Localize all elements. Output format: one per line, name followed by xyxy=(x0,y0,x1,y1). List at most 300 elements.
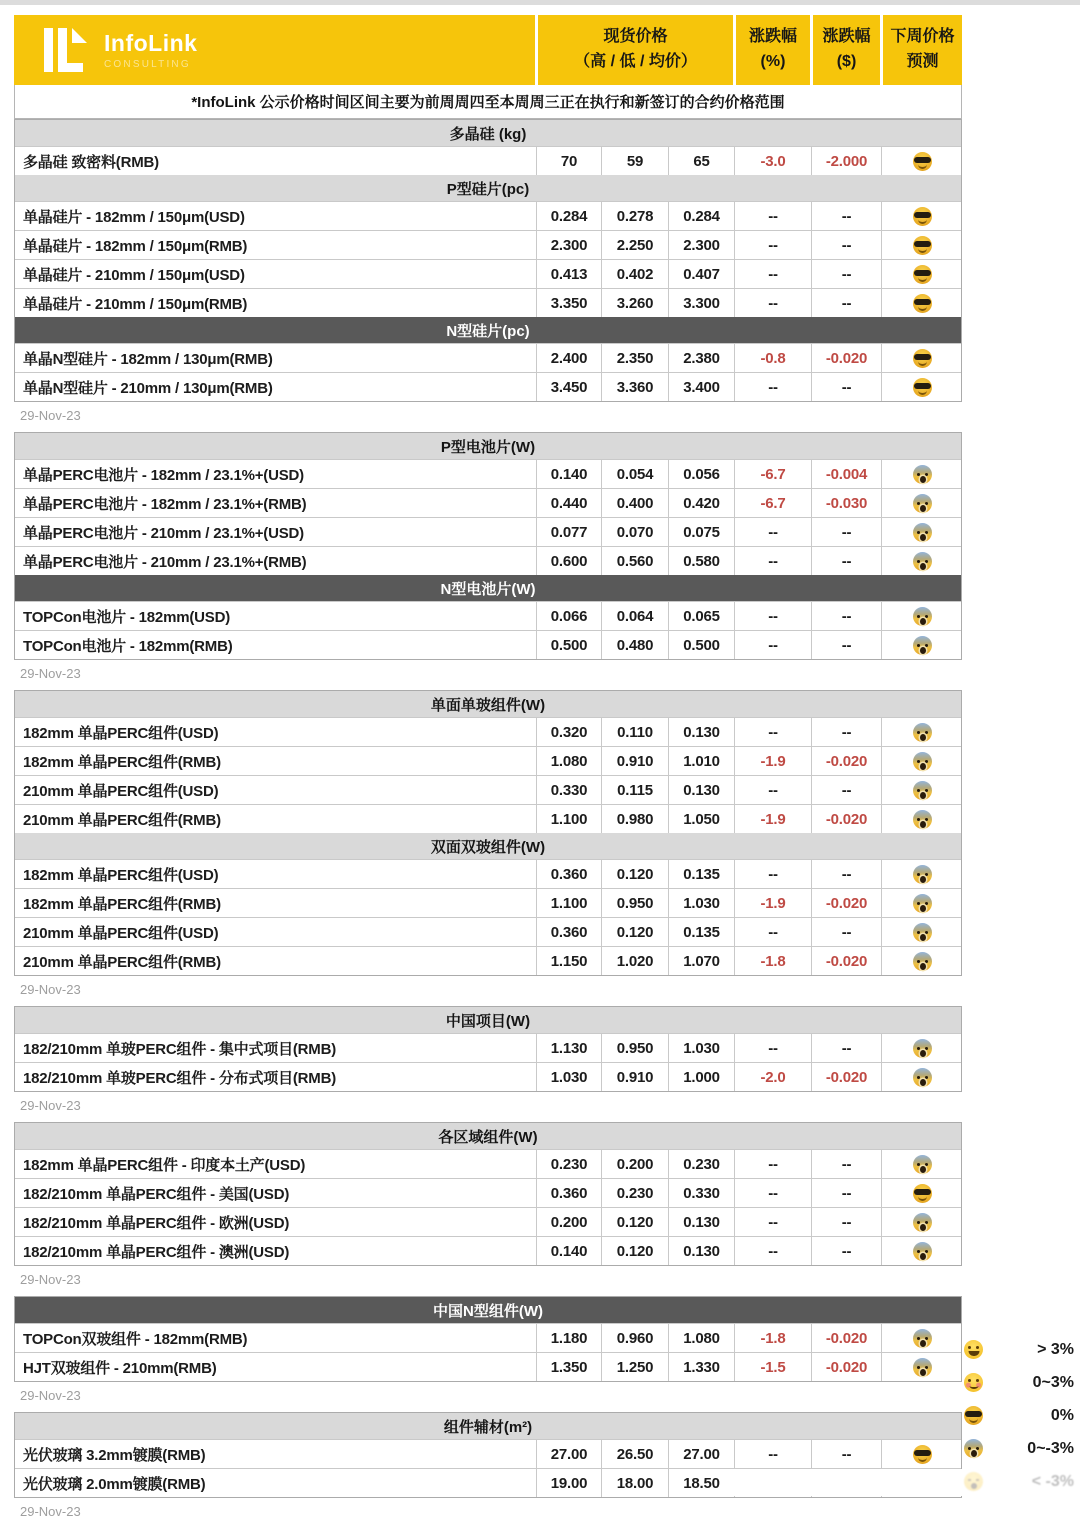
avg-price-cell: 3.300 xyxy=(668,289,734,317)
forecast-cell xyxy=(881,1063,963,1091)
sunglasses-face-icon xyxy=(913,294,932,313)
forecast-cell xyxy=(881,1150,963,1178)
legend-item xyxy=(964,1465,1074,1498)
row-label: TOPCon电池片 - 182mm(RMB) xyxy=(23,637,233,655)
section-header xyxy=(15,1007,961,1033)
change-pct-cell: -2.0 xyxy=(734,1063,811,1091)
row-label: 单晶硅片 - 210mm / 150μm(USD) xyxy=(23,266,245,284)
forecast-cell xyxy=(881,289,963,317)
high-price-cell: 0.066 xyxy=(536,602,601,630)
row-label: 182mm 单晶PERC组件(USD) xyxy=(23,866,219,884)
row-label: 182/210mm 单玻PERC组件 - 分布式项目(RMB) xyxy=(23,1069,337,1087)
avg-price-cell: 0.130 xyxy=(668,1237,734,1265)
change-usd-cell: -0.004 xyxy=(811,460,881,488)
section-header xyxy=(15,1297,961,1323)
table-row xyxy=(15,1439,961,1468)
high-price-cell: 0.140 xyxy=(536,1237,601,1265)
low-price-cell: 0.120 xyxy=(601,1237,668,1265)
section-title: 各区域组件(W) xyxy=(438,1128,538,1146)
avg-price-cell: 0.284 xyxy=(668,202,734,230)
high-price-cell: 0.500 xyxy=(536,631,601,659)
change-usd-cell: -- xyxy=(811,602,881,630)
row-label: 210mm 单晶PERC组件(USD) xyxy=(23,782,219,800)
scream-face-icon xyxy=(913,781,932,800)
section-header xyxy=(15,1123,961,1149)
sunglasses-face-icon xyxy=(913,152,932,171)
logo-letter-l xyxy=(58,28,67,72)
table-row xyxy=(15,288,961,317)
forecast-cell xyxy=(881,489,963,517)
avg-price-cell: 0.056 xyxy=(668,460,734,488)
scream-face-icon xyxy=(913,1358,932,1377)
change-usd-cell: -0.020 xyxy=(811,344,881,372)
scream-face-icon xyxy=(913,494,932,513)
change-usd-cell: -0.030 xyxy=(811,489,881,517)
section-title: 单面单玻组件(W) xyxy=(430,696,546,714)
sunglasses-face-icon xyxy=(913,1445,932,1464)
avg-price-cell: 65 xyxy=(668,147,734,175)
change-pct-cell: -1.9 xyxy=(734,747,811,775)
avg-price-cell: 0.500 xyxy=(668,631,734,659)
scream-face-icon xyxy=(913,1068,932,1087)
row-label: 182/210mm 单晶PERC组件 - 欧洲(USD) xyxy=(23,1214,290,1232)
logo-letter-i xyxy=(44,28,53,72)
sunglasses-face-icon xyxy=(913,265,932,284)
change-pct-cell: -- xyxy=(734,1034,811,1062)
change-pct-cell: -3.0 xyxy=(734,147,811,175)
change-pct-cell: -1.8 xyxy=(734,1324,811,1352)
section-header xyxy=(15,833,961,859)
avg-price-cell: 1.030 xyxy=(668,889,734,917)
low-price-cell: 18.00 xyxy=(601,1469,668,1497)
scream-face-icon xyxy=(913,865,932,884)
avg-price-cell: 1.000 xyxy=(668,1063,734,1091)
price-table-block xyxy=(14,690,962,976)
change-usd-cell: -0.020 xyxy=(811,1353,881,1381)
section-title: N型电池片(W) xyxy=(440,580,536,598)
forecast-cell xyxy=(881,1179,963,1207)
forecast-cell xyxy=(881,1237,963,1265)
low-price-cell: 0.402 xyxy=(601,260,668,288)
low-price-cell: 0.120 xyxy=(601,860,668,888)
low-price-cell: 0.120 xyxy=(601,1208,668,1236)
row-label: TOPCon电池片 - 182mm(USD) xyxy=(23,608,231,626)
table-row xyxy=(15,917,961,946)
price-table-block xyxy=(14,432,962,660)
change-usd-cell: -0.020 xyxy=(811,947,881,975)
change-usd-cell: -- xyxy=(811,1179,881,1207)
legend-label: 0% xyxy=(1050,1406,1074,1424)
section-header xyxy=(15,433,961,459)
forecast-cell xyxy=(881,1353,963,1381)
low-price-cell: 59 xyxy=(601,147,668,175)
forecast-cell xyxy=(881,602,963,630)
table-row xyxy=(15,343,961,372)
table-row xyxy=(15,804,961,833)
table-row xyxy=(15,1352,961,1381)
change-usd-cell: -- xyxy=(811,860,881,888)
low-price-cell: 0.230 xyxy=(601,1179,668,1207)
change-pct-cell: -1.9 xyxy=(734,805,811,833)
date-label: 29-Nov-23 xyxy=(20,1388,81,1403)
row-label: 光伏玻璃 2.0mm镀膜(RMB) xyxy=(23,1475,206,1493)
high-price-cell: 27.00 xyxy=(536,1440,601,1468)
change-usd-line2: ($) xyxy=(836,53,857,70)
row-label: 182mm 单晶PERC组件 - 印度本土产(USD) xyxy=(23,1156,306,1174)
change-usd-cell: -- xyxy=(811,1440,881,1468)
change-pct-cell: -6.7 xyxy=(734,489,811,517)
table-row xyxy=(15,946,961,975)
sunglasses-face-icon xyxy=(913,1184,932,1203)
scream-face-icon xyxy=(913,723,932,742)
section-header xyxy=(15,175,961,201)
smile-face-icon xyxy=(964,1373,983,1392)
avg-price-cell: 2.300 xyxy=(668,231,734,259)
high-price-cell: 1.080 xyxy=(536,747,601,775)
low-price-cell: 0.054 xyxy=(601,460,668,488)
avg-price-cell: 1.050 xyxy=(668,805,734,833)
logo-text xyxy=(104,30,197,70)
price-table-block xyxy=(14,1296,962,1382)
scream-face-icon xyxy=(913,607,932,626)
high-price-cell: 1.180 xyxy=(536,1324,601,1352)
section-header xyxy=(15,1413,961,1439)
low-price-cell: 0.200 xyxy=(601,1150,668,1178)
forecast-cell xyxy=(881,518,963,546)
col-header-change-usd xyxy=(810,15,880,85)
forecast-cell xyxy=(881,373,963,401)
high-price-cell: 0.230 xyxy=(536,1150,601,1178)
low-price-cell: 0.960 xyxy=(601,1324,668,1352)
low-price-cell: 0.120 xyxy=(601,918,668,946)
erased-region xyxy=(733,1469,963,1496)
change-pct-cell: -- xyxy=(734,860,811,888)
spot-price-line2: （高 / 低 / 均价） xyxy=(574,53,697,70)
high-price-cell: 0.077 xyxy=(536,518,601,546)
high-price-cell: 0.140 xyxy=(536,460,601,488)
row-label: TOPCon双玻组件 - 182mm(RMB) xyxy=(23,1330,248,1348)
table-row xyxy=(15,775,961,804)
logo-flag-icon xyxy=(72,28,87,43)
row-label: 单晶N型硅片 - 182mm / 130μm(RMB) xyxy=(23,350,273,368)
avg-price-cell: 0.135 xyxy=(668,918,734,946)
high-price-cell: 0.440 xyxy=(536,489,601,517)
high-price-cell: 3.450 xyxy=(536,373,601,401)
low-price-cell: 0.070 xyxy=(601,518,668,546)
change-pct-cell: -1.8 xyxy=(734,947,811,975)
table-row xyxy=(15,1149,961,1178)
low-price-cell: 0.910 xyxy=(601,747,668,775)
low-price-cell: 1.250 xyxy=(601,1353,668,1381)
row-label: 单晶N型硅片 - 210mm / 130μm(RMB) xyxy=(23,379,273,397)
row-label: 单晶PERC电池片 - 182mm / 23.1%+(RMB) xyxy=(23,495,307,513)
table-row xyxy=(15,459,961,488)
date-label: 29-Nov-23 xyxy=(20,982,81,997)
low-price-cell: 0.400 xyxy=(601,489,668,517)
section-header xyxy=(15,691,961,717)
row-label: 182mm 单晶PERC组件(RMB) xyxy=(23,753,221,771)
forecast-cell xyxy=(881,947,963,975)
change-usd-cell: -0.020 xyxy=(811,805,881,833)
table-row xyxy=(15,746,961,775)
table-row xyxy=(15,1207,961,1236)
table-header xyxy=(14,15,962,85)
high-price-cell: 3.350 xyxy=(536,289,601,317)
table-row xyxy=(15,1178,961,1207)
forecast-cell xyxy=(881,1324,963,1352)
row-label: 210mm 单晶PERC组件(USD) xyxy=(23,924,219,942)
low-price-cell: 0.560 xyxy=(601,547,668,575)
change-pct-cell: -- xyxy=(734,718,811,746)
price-table-block xyxy=(14,119,962,402)
sob-face-icon xyxy=(964,1472,983,1491)
row-label: 多晶硅 致密料(RMB) xyxy=(23,153,159,171)
low-price-cell: 0.064 xyxy=(601,602,668,630)
change-pct-cell: -- xyxy=(734,1440,811,1468)
col-header-change-pct xyxy=(733,15,810,85)
row-label: 单晶PERC电池片 - 210mm / 23.1%+(RMB) xyxy=(23,553,307,571)
change-usd-cell: -- xyxy=(811,1034,881,1062)
high-price-cell: 0.413 xyxy=(536,260,601,288)
table-row xyxy=(15,259,961,288)
price-table-block xyxy=(14,1412,962,1498)
change-usd-cell: -- xyxy=(811,718,881,746)
scream-face-icon xyxy=(913,1213,932,1232)
change-usd-cell: -- xyxy=(811,1150,881,1178)
avg-price-cell: 18.50 xyxy=(668,1469,734,1497)
row-label: 182mm 单晶PERC组件(USD) xyxy=(23,724,219,742)
avg-price-cell: 3.400 xyxy=(668,373,734,401)
change-usd-cell: -- xyxy=(811,547,881,575)
change-usd-cell: -- xyxy=(811,289,881,317)
change-pct-cell: -6.7 xyxy=(734,460,811,488)
forecast-line1: 下周价格 xyxy=(890,28,955,46)
avg-price-cell: 27.00 xyxy=(668,1440,734,1468)
low-price-cell: 0.910 xyxy=(601,1063,668,1091)
avg-price-cell: 1.330 xyxy=(668,1353,734,1381)
section-title: 中国项目(W) xyxy=(445,1012,531,1030)
change-pct-line1: 涨跌幅 xyxy=(748,28,797,46)
brand-subtitle: CONSULTING xyxy=(104,59,191,70)
high-price-cell: 19.00 xyxy=(536,1469,601,1497)
change-pct-cell: -- xyxy=(734,260,811,288)
row-label: 182/210mm 单晶PERC组件 - 澳洲(USD) xyxy=(23,1243,290,1261)
row-label: 单晶PERC电池片 - 182mm / 23.1%+(USD) xyxy=(23,466,304,484)
row-label: 单晶PERC电池片 - 210mm / 23.1%+(USD) xyxy=(23,524,304,542)
section-header xyxy=(15,575,961,601)
high-price-cell: 70 xyxy=(536,147,601,175)
forecast-cell xyxy=(881,776,963,804)
date-label: 29-Nov-23 xyxy=(20,1098,81,1113)
scream-face-icon xyxy=(913,1329,932,1348)
avg-price-cell: 0.130 xyxy=(668,776,734,804)
change-pct-cell: -- xyxy=(734,373,811,401)
high-price-cell: 1.130 xyxy=(536,1034,601,1062)
section-header xyxy=(15,120,961,146)
change-usd-cell: -- xyxy=(811,918,881,946)
low-price-cell: 1.020 xyxy=(601,947,668,975)
change-pct-cell: -- xyxy=(734,776,811,804)
row-label: 210mm 单晶PERC组件(RMB) xyxy=(23,811,221,829)
section-title: P型硅片(pc) xyxy=(446,180,530,198)
forecast-cell xyxy=(881,1440,963,1468)
change-usd-cell: -0.020 xyxy=(811,1324,881,1352)
row-label: HJT双玻组件 - 210mm(RMB) xyxy=(23,1359,217,1377)
table-row xyxy=(15,201,961,230)
legend-label: > 3% xyxy=(1037,1340,1074,1358)
change-usd-cell: -- xyxy=(811,373,881,401)
date-label: 29-Nov-23 xyxy=(20,666,81,681)
price-table-block xyxy=(14,1122,962,1266)
low-price-cell: 2.350 xyxy=(601,344,668,372)
sunglasses-face-icon xyxy=(913,349,932,368)
low-price-cell: 3.360 xyxy=(601,373,668,401)
scream-face-icon xyxy=(913,552,932,571)
row-label: 210mm 单晶PERC组件(RMB) xyxy=(23,953,221,971)
forecast-cell xyxy=(881,231,963,259)
change-pct-cell: -- xyxy=(734,547,811,575)
legend-label: 0~-3% xyxy=(1027,1439,1074,1457)
high-price-cell: 1.150 xyxy=(536,947,601,975)
section-title: 双面双玻组件(W) xyxy=(430,838,546,856)
price-sheet xyxy=(14,15,962,1528)
table-row xyxy=(15,488,961,517)
section-title: N型硅片(pc) xyxy=(446,322,530,340)
legend-label: 0~3% xyxy=(1032,1373,1074,1391)
avg-price-cell: 0.075 xyxy=(668,518,734,546)
change-pct-cell: -- xyxy=(734,231,811,259)
change-usd-cell: -0.020 xyxy=(811,747,881,775)
low-price-cell: 26.50 xyxy=(601,1440,668,1468)
forecast-cell xyxy=(881,860,963,888)
change-pct-cell: -- xyxy=(734,518,811,546)
legend-label: < -3% xyxy=(1031,1472,1074,1490)
sunglasses-face-icon xyxy=(913,236,932,255)
table-row xyxy=(15,630,961,659)
sunglasses-face-icon xyxy=(913,207,932,226)
forecast-cell xyxy=(881,889,963,917)
table-row xyxy=(15,1062,961,1091)
change-usd-cell: -- xyxy=(811,231,881,259)
scream-face-icon xyxy=(913,636,932,655)
col-header-spot-price xyxy=(535,15,733,85)
high-price-cell: 1.100 xyxy=(536,889,601,917)
forecast-legend xyxy=(964,1333,1074,1498)
low-price-cell: 0.110 xyxy=(601,718,668,746)
high-price-cell: 0.360 xyxy=(536,860,601,888)
table-row xyxy=(15,546,961,575)
change-usd-cell: -0.020 xyxy=(811,1063,881,1091)
table-row xyxy=(15,888,961,917)
forecast-cell xyxy=(881,805,963,833)
high-price-cell: 0.360 xyxy=(536,1179,601,1207)
change-pct-line2: (%) xyxy=(760,53,786,70)
change-usd-cell: -2.000 xyxy=(811,147,881,175)
scream-face-icon xyxy=(913,1242,932,1261)
row-label: 光伏玻璃 3.2mm镀膜(RMB) xyxy=(23,1446,206,1464)
infolink-logo-icon xyxy=(44,27,90,73)
row-label: 182mm 单晶PERC组件(RMB) xyxy=(23,895,221,913)
price-table-block xyxy=(14,1006,962,1092)
low-price-cell: 0.278 xyxy=(601,202,668,230)
sunglasses-face-icon xyxy=(913,378,932,397)
table-blocks xyxy=(14,119,962,1528)
table-row xyxy=(15,146,961,175)
change-pct-cell: -- xyxy=(734,918,811,946)
scream-face-icon xyxy=(913,1039,932,1058)
forecast-cell xyxy=(881,460,963,488)
forecast-cell xyxy=(881,747,963,775)
high-price-cell: 0.284 xyxy=(536,202,601,230)
low-price-cell: 0.980 xyxy=(601,805,668,833)
legend-item xyxy=(964,1366,1074,1399)
brand-name: InfoLink xyxy=(104,30,198,56)
avg-price-cell: 0.407 xyxy=(668,260,734,288)
section-title: P型电池片(W) xyxy=(440,438,536,456)
legend-item xyxy=(964,1399,1074,1432)
scream-face-icon xyxy=(913,1155,932,1174)
high-price-cell: 0.330 xyxy=(536,776,601,804)
table-row xyxy=(15,372,961,401)
table-row xyxy=(15,1323,961,1352)
scream-face-icon xyxy=(913,894,932,913)
table-row xyxy=(15,230,961,259)
change-pct-cell: -- xyxy=(734,1179,811,1207)
sunglasses-face-icon xyxy=(964,1406,983,1425)
legend-item xyxy=(964,1333,1074,1366)
forecast-cell xyxy=(881,718,963,746)
row-label: 单晶硅片 - 210mm / 150μm(RMB) xyxy=(23,295,248,313)
forecast-cell xyxy=(881,1034,963,1062)
table-row xyxy=(15,1236,961,1265)
change-pct-cell: -- xyxy=(734,1208,811,1236)
high-price-cell: 1.100 xyxy=(536,805,601,833)
avg-price-cell: 1.010 xyxy=(668,747,734,775)
col-header-forecast xyxy=(880,15,962,85)
legend-item xyxy=(964,1432,1074,1465)
high-price-cell: 0.360 xyxy=(536,918,601,946)
grin-face-icon xyxy=(964,1340,983,1359)
high-price-cell: 0.200 xyxy=(536,1208,601,1236)
avg-price-cell: 1.080 xyxy=(668,1324,734,1352)
section-title: 多晶硅 (kg) xyxy=(449,125,527,143)
avg-price-cell: 0.065 xyxy=(668,602,734,630)
forecast-line2: 预测 xyxy=(906,53,939,70)
forecast-cell xyxy=(881,918,963,946)
row-label: 182/210mm 单玻PERC组件 - 集中式项目(RMB) xyxy=(23,1040,337,1058)
scream-face-icon xyxy=(913,923,932,942)
table-row xyxy=(15,859,961,888)
scream-face-icon xyxy=(913,752,932,771)
spot-price-line1: 现货价格 xyxy=(603,28,668,46)
avg-price-cell: 1.070 xyxy=(668,947,734,975)
low-price-cell: 3.260 xyxy=(601,289,668,317)
change-pct-cell: -- xyxy=(734,1150,811,1178)
change-usd-cell: -0.020 xyxy=(811,889,881,917)
row-label: 单晶硅片 - 182mm / 150μm(USD) xyxy=(23,208,245,226)
change-pct-cell: -- xyxy=(734,631,811,659)
avg-price-cell: 1.030 xyxy=(668,1034,734,1062)
scream-face-icon xyxy=(964,1439,983,1458)
high-price-cell: 2.300 xyxy=(536,231,601,259)
forecast-cell xyxy=(881,1208,963,1236)
low-price-cell: 0.950 xyxy=(601,1034,668,1062)
infolink-logo xyxy=(14,15,535,85)
forecast-cell xyxy=(881,344,963,372)
change-usd-cell: -- xyxy=(811,1237,881,1265)
forecast-cell xyxy=(881,547,963,575)
avg-price-cell: 0.230 xyxy=(668,1150,734,1178)
